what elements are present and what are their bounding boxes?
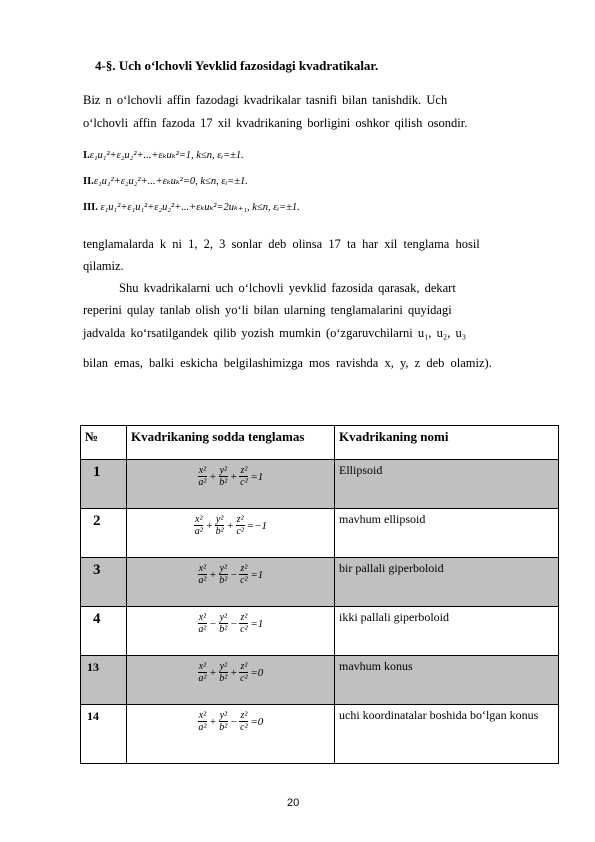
numerator: x²: [195, 514, 203, 525]
fraction: [198, 465, 207, 488]
operator: −: [209, 617, 217, 630]
row-name: bir pallali giperboloid: [335, 558, 559, 607]
denominator: b²: [219, 673, 228, 684]
denominator: b²: [219, 477, 228, 488]
operator: +: [209, 568, 217, 581]
operator: +: [226, 519, 234, 532]
paragraph-line-5: Shu kvadrikalarni uch o‘lchovli yevklid fazosida qarasak, dekart: [119, 281, 456, 295]
denominator: a²: [198, 477, 207, 488]
fraction: [215, 514, 224, 537]
row-number: 3: [81, 558, 127, 607]
denominator: c²: [236, 526, 244, 537]
numerator: y²: [219, 612, 228, 623]
numerator: x²: [198, 710, 207, 721]
operator: +: [209, 715, 217, 728]
equation-formula: [193, 514, 268, 537]
denominator: c²: [240, 722, 248, 733]
row-equation: [127, 607, 335, 656]
denominator: c²: [240, 624, 248, 635]
numerator: z²: [240, 661, 248, 672]
equation-body: ε₁u₁²+ε₂u₂²+...+εₖuₖ²=0, k≤n, εᵢ=±1.: [93, 176, 248, 187]
fraction: [219, 465, 228, 488]
denominator: a²: [198, 575, 207, 586]
header-equation: Kvadrikaning sodda tenglamas: [127, 426, 335, 460]
equation-formula: [197, 661, 265, 684]
equation-body: ε₁u₁²+ε₁u₁²+ε₂u₂²+...+εₖuₖ²=2uₖ₊₁, k≤n, εᵢ=±1.: [100, 202, 300, 213]
paragraph-line-4: qilamiz.: [83, 259, 124, 273]
row-number: 4: [81, 607, 127, 656]
section-heading: 4-§. Uch o‘lchovli Yevklid fazosidagi kvadratikalar.: [95, 58, 379, 73]
table-row: [81, 558, 559, 607]
table-row: [81, 460, 559, 509]
equation-type-2: [83, 175, 248, 187]
denominator: a²: [198, 722, 207, 733]
equation-label: II.: [83, 176, 94, 187]
operator: +: [209, 470, 217, 483]
quadrics-table: [80, 425, 559, 764]
row-number: 1: [81, 460, 127, 509]
numerator: y²: [219, 661, 228, 672]
fraction: [198, 661, 207, 684]
denominator: a²: [198, 673, 207, 684]
table-header-row: [81, 426, 559, 460]
numerator: z²: [240, 612, 248, 623]
equation-rhs: =−1: [246, 519, 267, 532]
fraction: [236, 514, 245, 537]
table-row: [81, 607, 559, 656]
denominator: c²: [240, 575, 248, 586]
equation-type-1: [83, 149, 244, 161]
fraction: [219, 710, 228, 733]
denominator: a²: [198, 624, 207, 635]
fraction: [239, 465, 248, 488]
numerator: y²: [219, 465, 228, 476]
row-name: Ellipsoid: [335, 460, 559, 509]
table-row: [81, 509, 559, 558]
numerator: z²: [240, 563, 248, 574]
table-row: [81, 705, 559, 764]
equation-formula: [197, 710, 265, 733]
paragraph-line-1: Biz n o‘lchovli affin fazodagi kvadrikalar tasnifi bilan tanishdik. Uch: [83, 93, 448, 107]
numerator: x²: [198, 563, 207, 574]
row-name: mavhum konus: [335, 656, 559, 705]
row-equation: [127, 656, 335, 705]
fraction: [239, 563, 248, 586]
equation-rhs: =0: [250, 715, 264, 728]
denominator: b²: [219, 722, 228, 733]
numerator: x²: [198, 612, 207, 623]
equation-type-3: [83, 201, 300, 213]
numerator: z²: [236, 514, 244, 525]
fraction: [219, 661, 228, 684]
paragraph-line-6: reperini qulay tanlab olish yo‘li bilan ularning tenglamalarini quyidagi: [83, 303, 452, 317]
operator: −: [230, 617, 238, 630]
equation-rhs: =1: [250, 617, 264, 630]
denominator: b²: [215, 526, 224, 537]
row-name: ikki pallali giperboloid: [335, 607, 559, 656]
fraction: [219, 612, 228, 635]
equation-rhs: =1: [250, 568, 264, 581]
numerator: y²: [215, 514, 224, 525]
numerator: z²: [240, 710, 248, 721]
numerator: x²: [198, 465, 207, 476]
row-equation: [127, 558, 335, 607]
fraction: [239, 612, 248, 635]
equation-formula: [197, 612, 265, 635]
row-name: mavhum ellipsoid: [335, 509, 559, 558]
numerator: y²: [219, 563, 228, 574]
row-equation: [127, 705, 335, 764]
row-equation: [127, 460, 335, 509]
equation-formula: [197, 465, 265, 488]
row-equation: [127, 509, 335, 558]
equation-rhs: =0: [250, 666, 264, 679]
operator: +: [230, 666, 238, 679]
fraction: [194, 514, 203, 537]
denominator: b²: [219, 624, 228, 635]
row-number: 13: [81, 656, 127, 705]
operator: −: [230, 568, 238, 581]
numerator: z²: [240, 465, 248, 476]
operator: +: [209, 666, 217, 679]
paragraph-line-7: jadvalda ko‘rsatilgandek qilib yozish mumkin (o‘zgaruvchilarni u₁, u₂, u₃: [83, 326, 467, 340]
paragraph-line-8: bilan emas, balki eskicha belgilashimizga mos ravishda x, y, z deb olamiz).: [83, 356, 492, 370]
row-number: 2: [81, 509, 127, 558]
page-number: 20: [287, 797, 300, 809]
equation-label: III.: [83, 202, 98, 213]
denominator: c²: [240, 477, 248, 488]
header-number: №: [81, 426, 127, 460]
equation-formula: [197, 563, 265, 586]
denominator: c²: [240, 673, 248, 684]
operator: +: [205, 519, 213, 532]
operator: +: [230, 470, 238, 483]
fraction: [198, 612, 207, 635]
fraction: [219, 563, 228, 586]
equation-body: ε₁u₁²+ε₂u₂²+...+εₖuₖ²=1, k≤n, εᵢ=±1.: [89, 150, 244, 161]
row-number: 14: [81, 705, 127, 764]
fraction: [198, 563, 207, 586]
fraction: [239, 710, 248, 733]
operator: −: [230, 715, 238, 728]
denominator: a²: [194, 526, 203, 537]
row-name: uchi koordinatalar boshida bo‘lgan konus: [335, 705, 559, 764]
fraction: [198, 710, 207, 733]
paragraph-line-3: tenglamalarda k ni 1, 2, 3 sonlar deb olinsa 17 ta har xil tenglama hosil: [83, 237, 480, 251]
fraction: [239, 661, 248, 684]
header-name: Kvadrikaning nomi: [335, 426, 559, 460]
numerator: y²: [219, 710, 228, 721]
equation-label: I.: [83, 150, 90, 161]
table-row: [81, 656, 559, 705]
denominator: b²: [219, 575, 228, 586]
numerator: x²: [198, 661, 207, 672]
paragraph-line-2: o‘lchovli affin fazoda 17 xil kvadrikaning borligini oshkor qilish osondir.: [83, 116, 468, 130]
equation-rhs: =1: [250, 470, 264, 483]
